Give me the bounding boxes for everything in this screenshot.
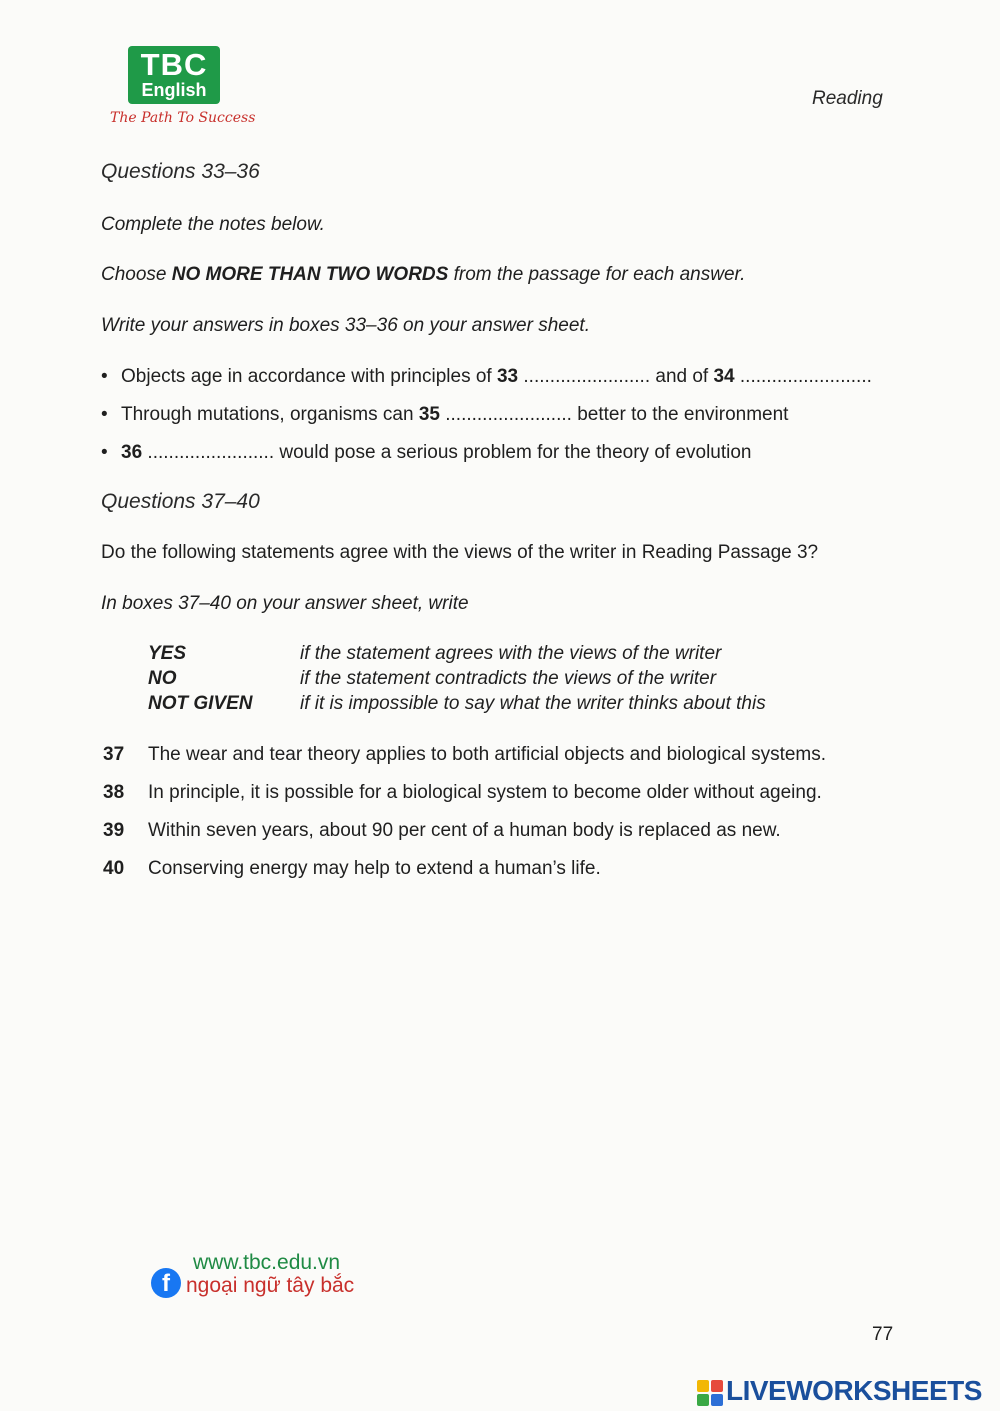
note-item: • Through mutations, organisms can 35 ........................ better to the environment (101, 404, 789, 425)
facebook-page-name[interactable]: ngoại ngữ tây bắc (186, 1274, 355, 1297)
logo-sub-text: English (141, 80, 207, 100)
gap-number: 36 (121, 442, 143, 463)
gap-number: 35 (418, 404, 440, 425)
key-desc-not-given: if it is impossible to say what the writer thinks about this (300, 693, 766, 714)
key-term-yes: YES (148, 643, 187, 664)
tbc-logo (128, 46, 220, 104)
note-item: • 36 ........................ would pose a serious problem for the theory of evolution (101, 442, 752, 463)
liveworksheets-watermark (697, 1375, 997, 1409)
key-desc-no: if the statement contradicts the views of the writer (300, 668, 717, 689)
question-statement: In principle, it is possible for a biological system to become older without ageing. (148, 782, 822, 803)
instruction-write: Write your answers in boxes 33–36 on your answer sheet. (101, 315, 590, 336)
bullet-icon: • (101, 366, 108, 387)
instruction-agree: Do the following statements agree with the views of the writer in Reading Passage 3? (101, 542, 819, 563)
key-term-no: NO (148, 668, 177, 689)
logo-tagline: The Path To Success (110, 110, 256, 126)
question-number: 38 (103, 782, 125, 803)
bullet-icon: • (101, 442, 108, 463)
facebook-icon: f (151, 1268, 181, 1298)
bullet-icon: • (101, 404, 108, 425)
instruction-complete: Complete the notes below. (101, 214, 325, 235)
question-statement: Within seven years, about 90 per cent of a human body is replaced as new. (148, 820, 781, 841)
section-label: Reading (812, 88, 883, 109)
questions-37-40-heading: Questions 37–40 (101, 490, 260, 513)
questions-33-36-heading: Questions 33–36 (101, 160, 260, 183)
page-number: 77 (872, 1324, 894, 1345)
note-item: • Objects age in accordance with principles of 33 ........................ and of 34 ......................... (101, 366, 872, 387)
instruction-boxes: In boxes 37–40 on your answer sheet, write (101, 593, 469, 614)
logo-main-text: TBC (140, 47, 208, 82)
instruction-choose: Choose NO MORE THAN TWO WORDS from the passage for each answer. (101, 264, 746, 285)
liveworksheets-logo-icon (697, 1380, 723, 1406)
question-statement: The wear and tear theory applies to both artificial objects and biological systems. (148, 744, 827, 765)
key-desc-yes: if the statement agrees with the views of the writer (300, 643, 722, 664)
question-number: 37 (103, 744, 125, 765)
key-term-not-given: NOT GIVEN (148, 693, 253, 714)
gap-number: 33 (496, 366, 519, 387)
question-number: 39 (103, 820, 125, 841)
question-statement: Conserving energy may help to extend a human’s life. (148, 858, 601, 879)
question-number: 40 (103, 858, 125, 879)
website-link[interactable]: www.tbc.edu.vn (193, 1251, 341, 1274)
gap-number: 34 (713, 366, 735, 387)
watermark-text: LIVEWORKSHEETS (726, 1375, 982, 1406)
